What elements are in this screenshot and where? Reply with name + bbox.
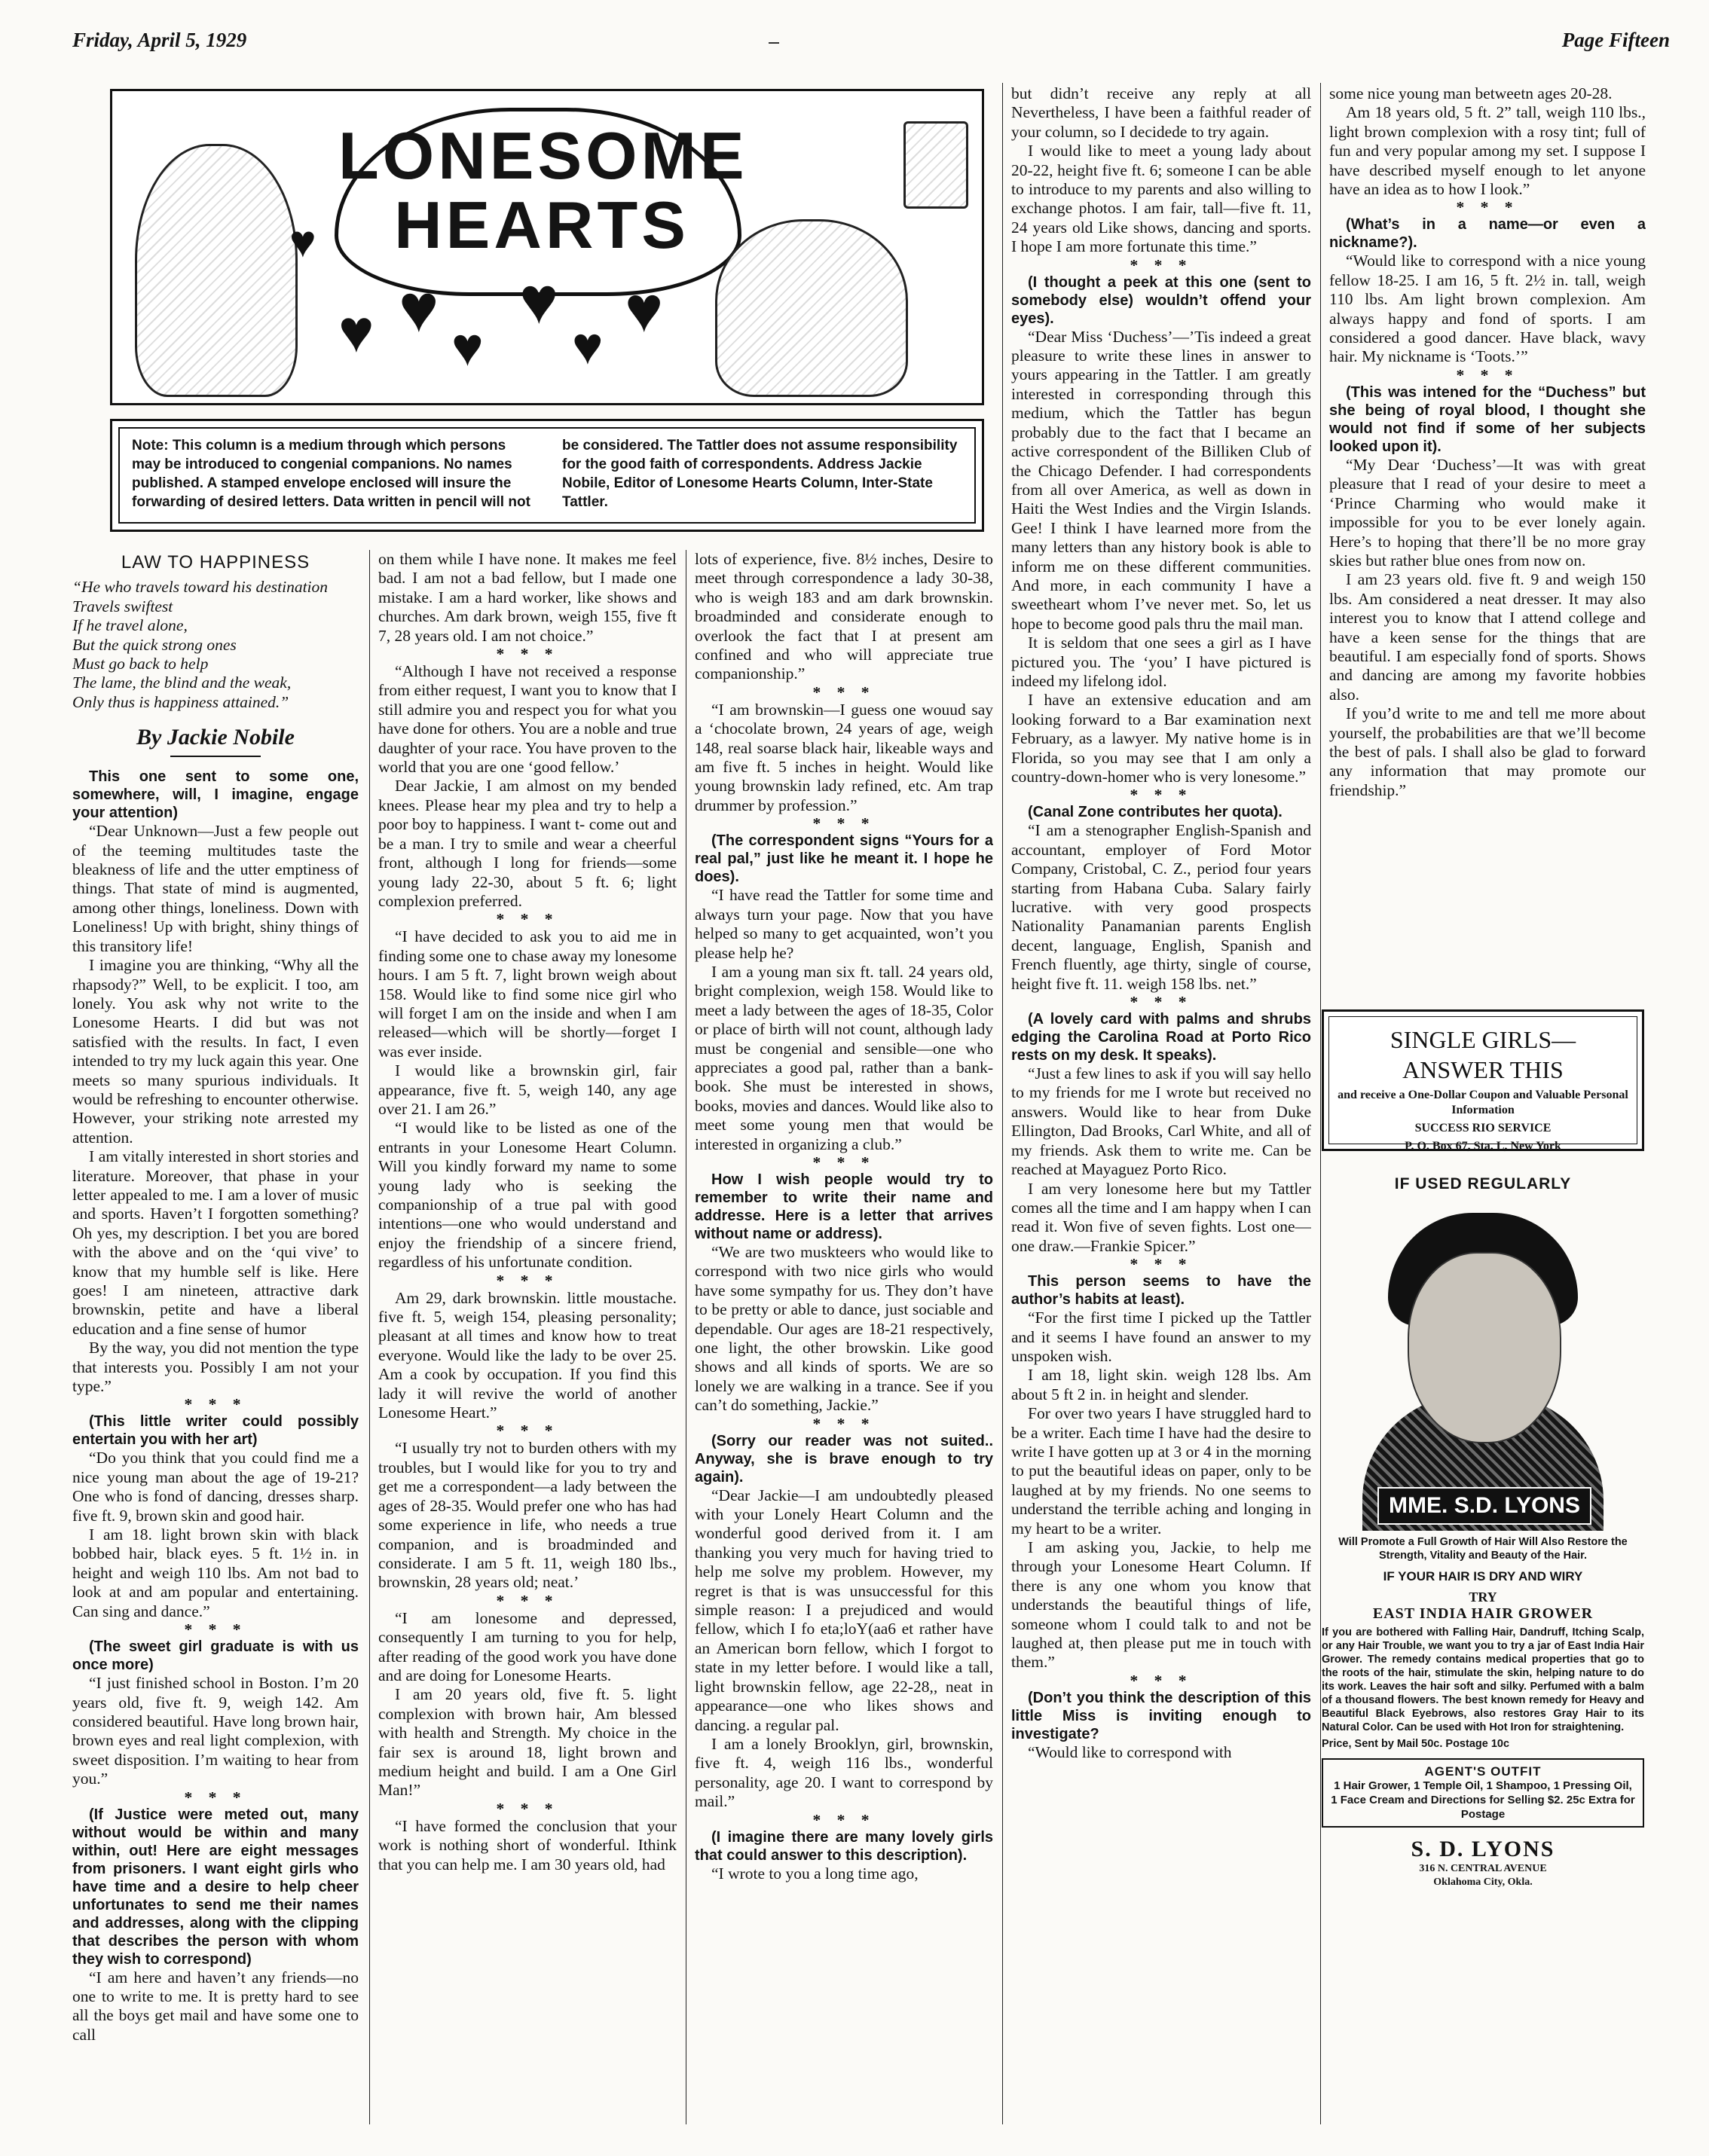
letter-paragraph: I would like to meet a young lady about 20-22, height five ft. 6; someone I can be able to introduce to my parents and also willing to exchange photos. I am fair, tall—five ft. 11, 24 years old Like shows, dancing and sports. I hope I am more fortunate this time.” — [1011, 142, 1311, 256]
section-divider: * * * — [812, 814, 876, 833]
portrait-illustration — [1362, 1207, 1604, 1531]
portrait-nameplate: MME. S.D. LYONS — [1377, 1487, 1591, 1525]
page-number: Page Fifteen — [1561, 29, 1670, 51]
editor-note: (This little writer could possibly entertain you with her art) — [72, 1413, 359, 1449]
section-divider: * * * — [1130, 255, 1193, 274]
section-divider: * * * — [184, 1620, 247, 1639]
ad-top-line: IF USED REGULARLY — [1394, 1175, 1572, 1193]
banner-title-line2: HEARTS — [394, 188, 689, 262]
letter-paragraph: I am asking you, Jackie, to help me through your Lonesome Heart Column. If there is any one whom you know that understands the beautiful things of life, someone whom I could talk to and not be laughed at, then please put me in touch with them.” — [1011, 1538, 1311, 1672]
section-divider: * * * — [812, 683, 876, 701]
agents-outfit-box — [1322, 1758, 1644, 1828]
banner-title — [338, 118, 748, 262]
section-divider: * * * — [812, 1414, 876, 1433]
column-3 — [695, 550, 993, 2132]
letter-paragraph: “I wrote to you a long time ago, — [711, 1864, 919, 1883]
single-girls-ad — [1322, 1009, 1644, 1151]
company-street: 316 N. CENTRAL AVENUE — [1419, 1863, 1547, 1874]
section-divider: * * * — [1456, 365, 1519, 384]
editor-note: (Don’t you think the description of this little Miss is inviting enough to investigate? — [1011, 1689, 1311, 1742]
letter-paragraph: I have an extensive education and am looking forward to a Bar examination next February, as a lawyer. My native home is in Florida, so you may see that I am only a country-down-homer who is very lonesome.” — [1011, 691, 1311, 786]
poem-line: Travels swiftest — [72, 597, 173, 615]
letter-paragraph: I am a lonely Brooklyn, girl, brownskin, five ft. 4, weigh 116 lbs., wonderful personality, age 20. I want to correspond by mail.” — [695, 1734, 993, 1811]
editor-note: (The correspondent signs “Yours for a real pal,” just like he meant it. I hope he does). — [695, 832, 993, 886]
column-rule — [1320, 83, 1321, 2124]
heart-icon: ♥ — [338, 299, 375, 365]
poem-line: Only thus is happiness attained.” — [72, 692, 289, 711]
letter-paragraph: lots of experience, five. 8½ inches, Desire to meet through correspondence a lady 30-38, who is weigh 183 and am dark brownskin. broadminded and considerate enough to overlook the fact that I at present am confined and who will appreciate true companionship.” — [695, 550, 993, 683]
letter-paragraph: “I am brownskin—I guess one wouud say a ‘chocolate brown, 24 years of age, weigh 148, real soarse black hair, likeable ways and am five ft. 5 inches in height. Would like young brownskin lady refined, etc. Am trap drummer by profession.” — [695, 700, 993, 814]
letter-paragraph: “Would like to correspond with a nice young fellow 18-25. I am 16, 5 ft. 2½ in. tall, weigh 110 lbs. Am light brown complexion. Am always happy and fond of sports. I am considered a good dancer. Have black, wavy hair. My nickname is ‘Toots.’” — [1329, 252, 1646, 366]
letter-paragraph: “Do you think that you could find me a nice young man about the age of 19-21? One who is fond of dancing, dresses sharp. five ft. 9, brown skin and good hair. — [72, 1449, 359, 1525]
editor-note: This one sent to some one, somewhere, will, I imagine, engage your attention) — [72, 768, 359, 822]
letter-paragraph: “Although I have not received a response from either request, I want you to know that I still admire you and respect you for what you have done for others. You are a noble and true daughter of your race. You have proven to the world that you are one ‘good fellow.’ — [378, 662, 677, 777]
letter-paragraph: I am 18, light skin. weigh 128 lbs. Am about 5 ft 2 in. in height and slender. — [1011, 1366, 1311, 1403]
letter-paragraph: I am vitally interested in short stories and literature. Moreover, that phase in your letter appealed to me. I am a lover of music and sports. Haven’t I forgotten something? Oh yes, my description. I bet you are bored with the above and on the ‘qui vive’ to know that my humble self is like. Here goes! I am nineteen, attractive dark brownskin, petite and have a liberal education and a fine sense of humor — [72, 1147, 359, 1338]
letter-paragraph: I imagine you are thinking, “Why all the rhapsody?” Well, to be explicit. I too, am lonely. You ask why not write to the Lonesome Hearts. I did but was not satisfied with the results. In fact, I even intended to try my luck again this year. One meets so many spurious individuals. It would be refreshing to encounter otherwise. However, your striking note arrested my attention. — [72, 956, 359, 1147]
editor-note: (The sweet girl graduate is with us once more) — [72, 1638, 359, 1674]
letter-paragraph: “My Dear ‘Duchess’—It was with great pleasure that I read of your desire to meet a ‘Prince Charming who would make it impossible for you to be ever lonely again. Here’s to hoping that there’ll be no more gray skies but rather blue ones from now on. — [1329, 455, 1646, 570]
letter-paragraph: I am 18. light brown skin with black bobbed hair, black eyes. 5 ft. 1½ in. in height and weigh 110 lbs. Am not bad to look at and am popular and entertaining. Can sing and dance.” — [72, 1525, 359, 1620]
letter-paragraph: I am very lonesome here but my Tattler comes all the time and I am happy when I can read it. Won five of seven fights. Lost one—one draw.—Frankie Spicer.” — [1011, 1179, 1311, 1255]
company-city: Oklahoma City, Okla. — [1433, 1877, 1533, 1888]
column-2 — [378, 550, 677, 2132]
face-illustration — [1408, 1252, 1561, 1443]
ad-headline: SINGLE GIRLS— — [1390, 1026, 1576, 1053]
seated-man-illustration — [135, 144, 298, 397]
editor-note: (A lovely card with palms and shrubs edging the Carolina Road at Porto Rico rests on my desk. It speaks). — [1011, 1011, 1311, 1064]
letter-paragraph: I am 20 years old, five ft. 5. light complexion with brown hair, Am blessed with health and Strength. My choice in the fair sex is around 18, light brown and medium height and build. I am a One Girl Man!” — [378, 1685, 677, 1800]
editor-note: This person seems to have the author’s habits at least). — [1011, 1273, 1311, 1309]
column-rule — [1002, 83, 1003, 2124]
editor-note: (Canal Zone contributes her quota). — [1028, 804, 1283, 821]
poem-line: But the quick strong ones — [72, 635, 237, 654]
seated-woman-illustration — [715, 219, 908, 397]
section-divider: * * * — [1130, 1671, 1193, 1690]
letter-paragraph: but didn’t receive any reply at all Nevertheless, I have been a faithful reader of your column, so I decidede to try again. — [1011, 84, 1311, 141]
section-divider: * * * — [1130, 1255, 1193, 1274]
heart-icon: ♥ — [289, 217, 316, 267]
section-divider: * * * — [1130, 993, 1193, 1012]
ad-dry-hair: IF YOUR HAIR IS DRY AND WIRY — [1383, 1569, 1583, 1583]
letter-paragraph: For over two years I have struggled hard to be a writer. Each time I have had the desire to write I have gotten up at 3 or 4 in the morning to put the beautiful ideas on paper, only to be laughed at by my friends. No one seems to understand the terrible aching and longing in my heart to be a writer. — [1011, 1404, 1311, 1538]
single-girls-ad-inner — [1328, 1016, 1637, 1153]
letter-paragraph: “Just a few lines to ask if you will say hello to my friends for me I wrote but received no answers. Would like to hear from Duke Ellington, Dad Brooks, Carl White, and all of my friends. Ask them to write me. Can be reached at Mayaguez Porto Rico. — [1011, 1064, 1311, 1179]
letter-paragraph: If you’d write to me and tell me more about yourself, the probabilities are that we’ll become the best of pals. I shall also be glad to forward any information that may promote our friendship.” — [1329, 704, 1646, 799]
letter-paragraph: “For the first time I picked up the Tattler and it seems I have found an answer to my unspoken wish. — [1011, 1309, 1311, 1365]
letter-paragraph: “I have decided to ask you to aid me in finding some one to chase away my lonesome hours. I am 5 ft. 7, light brown weigh about 158. Would like to find some nice girl who will forget I am on the inside and when I am released—which will be shortly—forget I was ever inside. — [378, 927, 677, 1061]
heart-icon: ♥ — [399, 272, 439, 347]
issue-date: Friday, April 5, 1929 — [72, 29, 247, 51]
section-divider: * * * — [496, 645, 559, 664]
letter-paragraph: on them while I have none. It makes me feel bad. I am not a bad fellow, but I made one mistake. I am a hard worker, like shows and churches. Am dark brown, weigh 155, five ft 7, 28 years old. I am not choice.” — [378, 550, 677, 645]
letter-paragraph: “We are two muskteers who would like to correspond with two nice girls who would have some sympathy for us. They don’t have to be pretty or able to dance, just sociable and dependable. Our ages are 18-21 respectively, one light, the other browskin. Like good shows and all kinds of sports. We are so lonely we are walking in a trance. See if you can’t do something, Jackie.” — [695, 1242, 993, 1415]
column-5 — [1329, 84, 1646, 996]
letter-paragraph: “I am here and haven’t any friends—no one to write to me. It is pretty hard to see all the boys get mail and have some one to call — [72, 1968, 359, 2044]
letter-paragraph: “I just finished school in Boston. I’m 20 years old, five ft. 9, weigh 142. Am considered beautiful. Have long brown hair, brown eyes and real light complexion, with sweet disposition. I’m waiting to hear from you.” — [72, 1674, 359, 1788]
section-divider: * * * — [1456, 198, 1519, 217]
editor-note: (I imagine there are many lovely girls that could answer to this description). — [695, 1828, 993, 1864]
editor-note: (Sorry our reader was not suited.. Anyway, she is brave enough to try again). — [695, 1432, 993, 1486]
heart-icon: ♥ — [451, 317, 484, 377]
letter-paragraph: “I usually try not to burden others with my troubles, but I would like for you to try and get me a correspondent—a lady between the ages of 28-35. Would prefer one who has had some experience in life, who needs a true companion, and is broadminded and considerate. I am 5 ft. 11, weigh 180 lbs., brownskin, 28 years old; neat.’ — [378, 1439, 677, 1592]
ad-service-name: SUCCESS RIO SERVICE — [1414, 1122, 1552, 1134]
ad-claim: Will Promote a Full Growth of Hair Will Also Restore the Strength, Vitality and Beauty of the Hair. — [1338, 1536, 1628, 1562]
section-divider: * * * — [496, 1591, 559, 1610]
window-illustration — [903, 121, 968, 209]
ad-product-name: EAST INDIA HAIR GROWER — [1372, 1605, 1594, 1622]
letter-paragraph: It is seldom that one sees a girl as I have pictured you. The ‘you’ I have pictured is indeed my lifelong idol. — [1011, 634, 1311, 690]
section-divider: * * * — [496, 1799, 559, 1818]
column-rule — [369, 550, 370, 2124]
letter-paragraph: “I would like to be listed as one of the entrants in your Lonesome Heart Column. Will you kindly forward my name to some young lady who is seeking the companionship of a true pal with good intentions—one who would understand and enjoy the friendship of a sincere friend, regardless of his unfortunate condition. — [378, 1119, 677, 1272]
ad-body: If you are bothered with Falling Hair, Dandruff, Itching Scalp, or any Hair Trouble, we want you to try a jar of East India Hair Grower. The remedy contains medical properties that go to the roots of the hair, stimulate the skin, helping nature to do its work. Leaves the hair soft and silky. Perfumed with a balm of a thousand flowers. The best known remedy for Heavy and Beautiful Black Eyebrows, also restores Gray Hair to its Natural Color. Can be used with Hot Iron for straightening. — [1322, 1626, 1644, 1733]
poem-heading: LAW TO HAPPINESS — [121, 552, 310, 573]
byline-rule — [170, 756, 261, 757]
letter-paragraph: “I am lonesome and depressed, consequently I am turning to you for help, after reading of the good work you have done and are doing for Lonesome Hearts. — [378, 1608, 677, 1684]
column-note — [110, 419, 984, 532]
section-divider: * * * — [1130, 786, 1193, 805]
editor-note: (This was intened for the “Duchess” but she being of royal blood, I thought she would not find if some of her subjects looked upon it). — [1329, 383, 1646, 455]
ad-headline: ANSWER THIS — [1402, 1056, 1564, 1083]
section-divider: * * * — [184, 1395, 247, 1414]
ad-offer: and receive a One-Dollar Coupon and Valuable Personal Information — [1338, 1089, 1628, 1116]
heart-icon: ♥ — [625, 273, 664, 346]
letter-paragraph: “I have formed the conclusion that your work is nothing short of wonderful. Ithink that you can help me. I am 30 years old, had — [378, 1816, 677, 1874]
header-dash — [769, 42, 779, 44]
letter-paragraph: I am a young man six ft. tall. 24 years old, bright complexion, weigh 158. Would like to meet a lady between the ages of 18-35, Color or place of birth will not count, although lady must be congenial and sensible—one who appreciates a good pal, rather than a bank-book. She must be interested in shows, books, movies and dances. Would like also to meet some young men that would be interested in organizing a club.” — [695, 962, 993, 1153]
letter-paragraph: “Dear Miss ‘Duchess’—’Tis indeed a great pleasure to write these lines in answer to yours appearing in the Tattler. I am greatly interested in corresponding through this medium, which the Tattler has begun probably due to the fact that I became an active correspondent of the Billiken Club of the Chicago Defender. I had correspondents from all over America, as well as down in Haiti the West Indies and the Virgin Islands. Gee! I think I have learned more from the many letters than any history book is able to inform me on these different communities. And more, in each community I have a sweetheart whom I’ve never met. So, let us hope to become good pals thru the mail man. — [1011, 327, 1311, 633]
letter-paragraph: I would like a brownskin girl, fair appearance, five ft. 5, weigh 140, any age over 21. I am 26.” — [378, 1061, 677, 1118]
section-divider: * * * — [496, 1422, 559, 1440]
poem-line: “He who travels toward his destination — [72, 578, 329, 597]
letter-paragraph: “I am a stenographer English-Spanish and accountant, employer of Ford Motor Company, Cristobal, C. Z., period four years starting from Habana Cuba. Salary fairly lucrative. with very good prospects Nationality Panamanian parents English decent, language, English, Spanish and French fluently, age thirty, single of course, height five ft. 11. weigh 158 lbs. net.” — [1011, 821, 1311, 993]
ad-address: P. O. Box 67, Sta. L, New York — [1405, 1140, 1561, 1153]
letter-paragraph: I am 23 years old. five ft. 9 and weigh 150 lbs. Am considered a neat dresser. It may also interest you to know that I attend college and have a keen sense for the things that are beautiful. I am especially fond of sports. Shows and dancing are among my favorite hobbies also. — [1329, 570, 1646, 704]
editor-note: (If Justice were meted out, many without would be within and many within, out! Here are eight messages from prisoners. I want eight girls who have time and a desire to help cheer unfortunates to send me their names and addresses, along with the clipping that describes the person with whom they wish to correspond) — [72, 1806, 359, 1968]
column-banner — [110, 89, 984, 405]
letter-paragraph: Am 29, dark brownskin. little moustache. five ft. 5, weigh 154, pleasing personality; pleasant at all times and know how to treat everyone. Would like the lady to be over 25. Am a cook by occupation. If you find this lady it will revive the world of another Lonesome Heart.” — [378, 1288, 677, 1422]
letter-paragraph: some nice young man betweetn ages 20-28. — [1329, 84, 1613, 102]
agents-outfit-body: 1 Hair Grower, 1 Temple Oil, 1 Shampoo, 1 Pressing Oil, 1 Face Cream and Directions for Selling $2. 25c Extra for Postage — [1331, 1779, 1635, 1821]
byline: By Jackie Nobile — [136, 725, 295, 750]
heart-icon: ♥ — [519, 265, 559, 338]
letter-paragraph: “Would like to correspond with — [1028, 1742, 1232, 1761]
column-note-text: Note: This column is a medium through which persons may be introduced to congenial companions. No names published. A stamped envelope enclosed will insure the forwarding of desired letters. Data written in pencil will not be considered. The Tattler does not assume responsibility for the good faith of correspondents. Address Jackie Nobile, Editor of Lonesome Hearts Column, Inter-State Tattler. — [118, 427, 976, 524]
section-divider: * * * — [496, 910, 559, 929]
agents-outfit-heading: AGENT'S OUTFIT — [1424, 1764, 1542, 1779]
letter-paragraph: “I have read the Tattler for some time and always turn your page. Now that you have helped so many to get acquainted, won’t you please help he? — [695, 886, 993, 962]
editor-note: How I wish people would try to remember to write their name and addresse. Here is a letter that arrives without name or address). — [695, 1171, 993, 1242]
poem-line: The lame, the blind and the weak, — [72, 673, 292, 692]
letter-paragraph: Dear Jackie, I am almost on my bended knees. Please hear my plea and try to help a poor boy to happiness. I want t- come out and be a man. I try to smile and wear a cheerful front, although I long for friends—some young lady 22-30, about 5 ft. 6; light complexion preferred. — [378, 777, 677, 910]
page-header — [72, 29, 1670, 59]
section-divider: * * * — [812, 1810, 876, 1829]
column-4 — [1011, 84, 1311, 2133]
ad-price: Price, Sent by Mail 50c. Postage 10c — [1322, 1738, 1510, 1750]
editor-note: (I thought a peek at this one (sent to somebody else) wouldn’t offend your eyes). — [1011, 273, 1311, 327]
poem-line: Must go back to help — [72, 655, 209, 673]
banner-title-line1: LONESOME — [338, 118, 748, 193]
poem — [72, 578, 359, 712]
section-divider: * * * — [184, 1788, 247, 1806]
letter-paragraph: Am 18 years old, 5 ft. 2” tall, weigh 110 lbs., light brown complexion with a rosy tint; full of fun and very popular among my set. I suppose I have described myself enough to let anyone have an idea as to how I look.” — [1329, 103, 1646, 199]
letter-paragraph: “Dear Unknown—Just a few people out of the teeming multitudes taste the bleakness of life and the utter emptiness of things. That state of mind is augmented, among other things, loneliness. Down with Loneliness! Up with bright, shiny things of this transitory life! — [72, 822, 359, 955]
editor-note: (What’s in a name—or even a nickname?). — [1329, 216, 1646, 252]
heart-icon: ♥ — [572, 318, 604, 376]
hair-grower-ad — [1322, 1175, 1644, 1889]
letter-paragraph: By the way, you did not mention the type that interests you. Possibly I am not your type.” — [72, 1339, 359, 1396]
letter-paragraph: “Dear Jackie—I am undoubtedly pleased with your Lonely Heart Column and the wonderful good derived from it. I am thanking you very much for having tried to help me solve my problem. However, my regret is that is was unsuccessful for this simple reason: I a prejudiced and would fellow, which I fo eta;loY(aa6 et rather have an American born fellow, which I forgot to state in my letter before. I would like a tall, light brownskin fellow, age 22-28,, neat in appearance—one who likes shows and dancing. a regular pal. — [695, 1486, 993, 1734]
ad-try: TRY — [1469, 1590, 1497, 1605]
column-1 — [72, 550, 359, 2132]
poem-line: If he travel alone, — [72, 616, 188, 635]
section-divider: * * * — [496, 1271, 559, 1290]
section-divider: * * * — [812, 1153, 876, 1171]
company-name: S. D. LYONS — [1411, 1837, 1555, 1861]
